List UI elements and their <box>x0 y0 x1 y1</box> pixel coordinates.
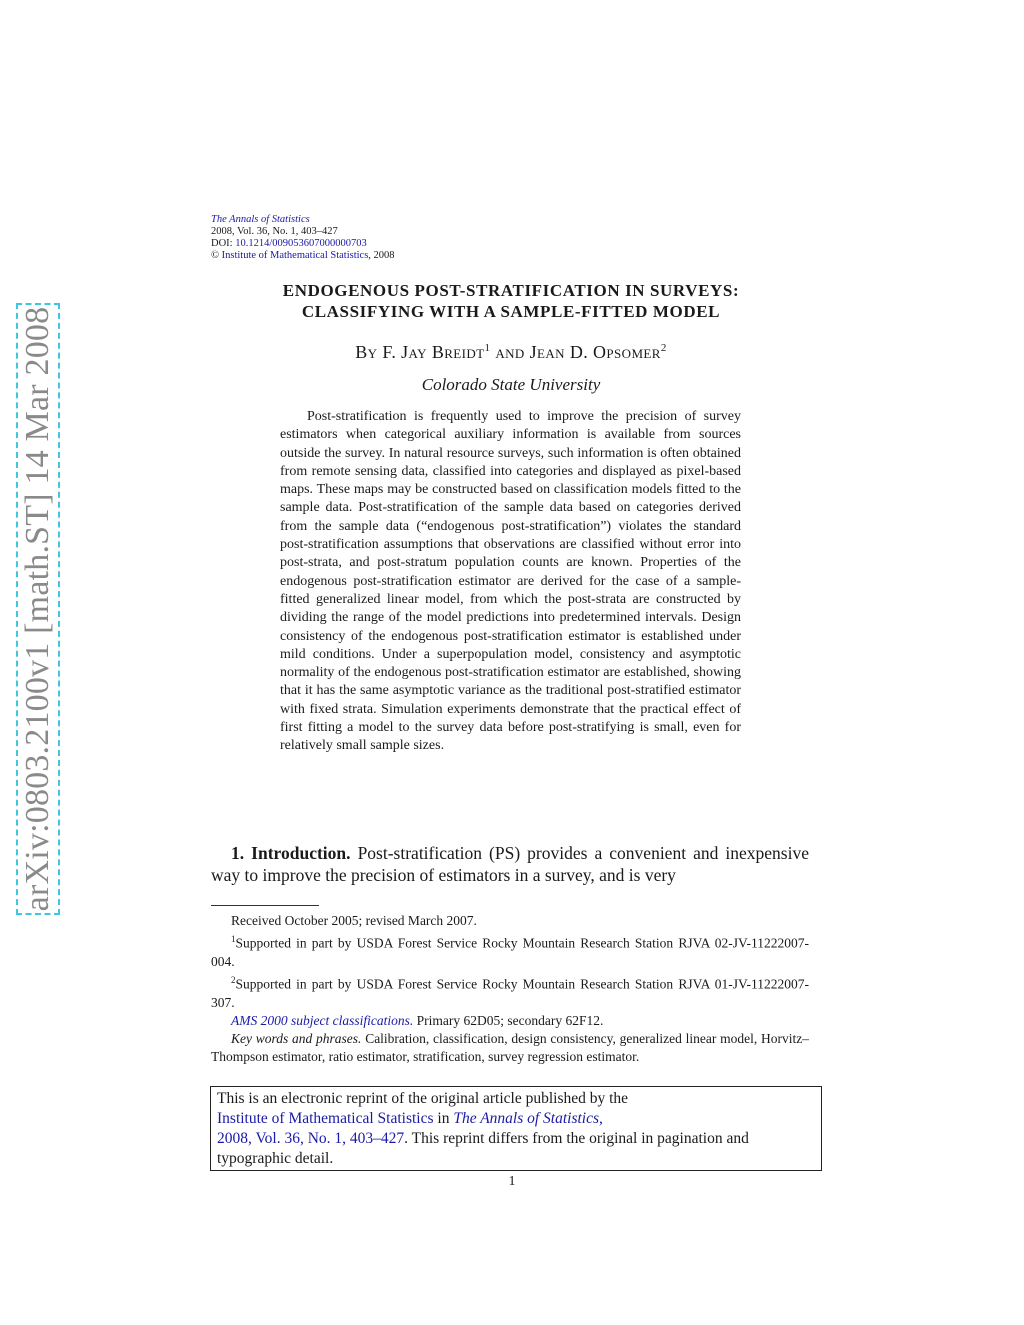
doi-label: DOI: <box>211 238 233 249</box>
reprint-notice-box <box>210 1086 822 1171</box>
paper-title <box>211 280 811 322</box>
ams-classification-text: Primary 62D05; secondary 62F12. <box>416 1013 604 1029</box>
author-line <box>211 342 811 363</box>
keywords-text: Calibration, classification, design consistency, generalized linear model, Horvitz–Thompson estimator, ratio estimator, stratification, survey regression estimator. <box>211 1031 809 1065</box>
journal-name-link[interactable]: The Annals of Statistics <box>211 214 310 225</box>
introduction-text: Post-stratification (PS) provides a convenient and inexpensive way to improve the precision of estimators in a survey, and is very <box>211 843 809 885</box>
footnote-divider <box>211 905 319 906</box>
affiliation: Colorado State University <box>421 375 601 394</box>
footnote-1-mark: 1 <box>231 934 236 945</box>
keywords <box>211 1030 809 1066</box>
reprint-intro: This is an electronic reprint of the original article published by the <box>217 1090 629 1107</box>
title-line-2: CLASSIFYING WITH A SAMPLE-FITTED MODEL <box>301 302 721 321</box>
footnote-2-mark: 2 <box>231 975 236 986</box>
doi-link[interactable]: 10.1214/009053607000000703 <box>235 238 367 249</box>
ams-classification <box>211 1012 809 1030</box>
section-heading: 1. Introduction. <box>231 843 351 863</box>
footnote-2-text: Supported in part by USDA Forest Service Rocky Mountain Research Station RJVA 01-JV-11222007-307. <box>211 976 809 1010</box>
copyright-icon: © <box>211 250 219 261</box>
footnote-1-text: Supported in part by USDA Forest Service Rocky Mountain Research Station RJVA 02-JV-11222007-004. <box>211 935 809 969</box>
arxiv-stamp[interactable] <box>16 303 60 915</box>
author-2: Jean D. Opsomer <box>529 342 661 362</box>
reprint-journal-link[interactable]: The Annals of Statistics <box>453 1110 600 1127</box>
arxiv-identifier[interactable]: arXiv:0803.2100v1 [math.ST] 14 Mar 2008 <box>19 306 56 912</box>
reprint-volume-link[interactable]: 2008, Vol. 36, No. 1, 403–427 <box>217 1130 405 1147</box>
author-prefix: By <box>355 342 378 362</box>
author-1-footnote-mark[interactable]: 1 <box>484 342 491 354</box>
author-1: F. Jay Breidt <box>382 342 485 362</box>
ams-classification-link[interactable]: AMS 2000 subject classifications. <box>231 1013 414 1029</box>
footnote-1 <box>211 930 809 971</box>
introduction-paragraph <box>211 842 809 886</box>
reprint-rest: . This reprint differs from the original in pagination and typographic detail. <box>217 1130 749 1167</box>
publisher-link[interactable]: Institute of Mathematical Statistics <box>221 250 369 261</box>
reprint-in: in <box>437 1110 450 1127</box>
footnotes <box>211 912 809 1067</box>
journal-header <box>211 214 395 262</box>
copyright-year: , 2008 <box>368 250 395 261</box>
abstract: Post-stratification is frequently used to improve the precision of survey estimators when categorical auxiliary information is available from sources outside the survey. In natural resource surveys, such information is often obtained from remote sensing data, classified into categories and displayed as pixel-based maps. These maps may be constructed based on classification models fitted to the sample data. Post-stratification of the sample data based on categories derived from the sample data (“endogenous post-stratification”) violates the standard post-stratification assumptions that observations are classified without error into post-strata, and post-stratum population counts are known. Properties of the endogenous post-stratification estimator are derived for the case of a sample-fitted generalized linear model, from which the post-strata are constructed by dividing the range of the model predictions into predetermined intervals. Design consistency of the endogenous post-stratification estimator is established under mild conditions. Under a superpopulation model, consistency and asymptotic normality of the endogenous post-stratification estimator are established, showing that it has the same asymptotic variance as the traditional post-stratified estimator with fixed strata. Simulation experiments demonstrate that the practical effect of first fitting a model to the survey data before post-stratifying is small, even for relatively small sample sizes. <box>280 409 741 754</box>
received-note: Received October 2005; revised March 2007. <box>231 913 477 928</box>
page-number: 1 <box>508 1174 516 1189</box>
author-connector: and <box>495 342 525 362</box>
reprint-comma: , <box>599 1110 603 1127</box>
author-2-footnote-mark[interactable]: 2 <box>660 342 667 354</box>
volume-line: 2008, Vol. 36, No. 1, 403–427 <box>211 226 338 237</box>
footnote-2 <box>211 971 809 1012</box>
reprint-publisher-link[interactable]: Institute of Mathematical Statistics <box>217 1110 434 1127</box>
title-line-1: ENDOGENOUS POST-STRATIFICATION IN SURVEYS: <box>282 281 740 300</box>
keywords-label: Key words and phrases. <box>231 1031 362 1047</box>
